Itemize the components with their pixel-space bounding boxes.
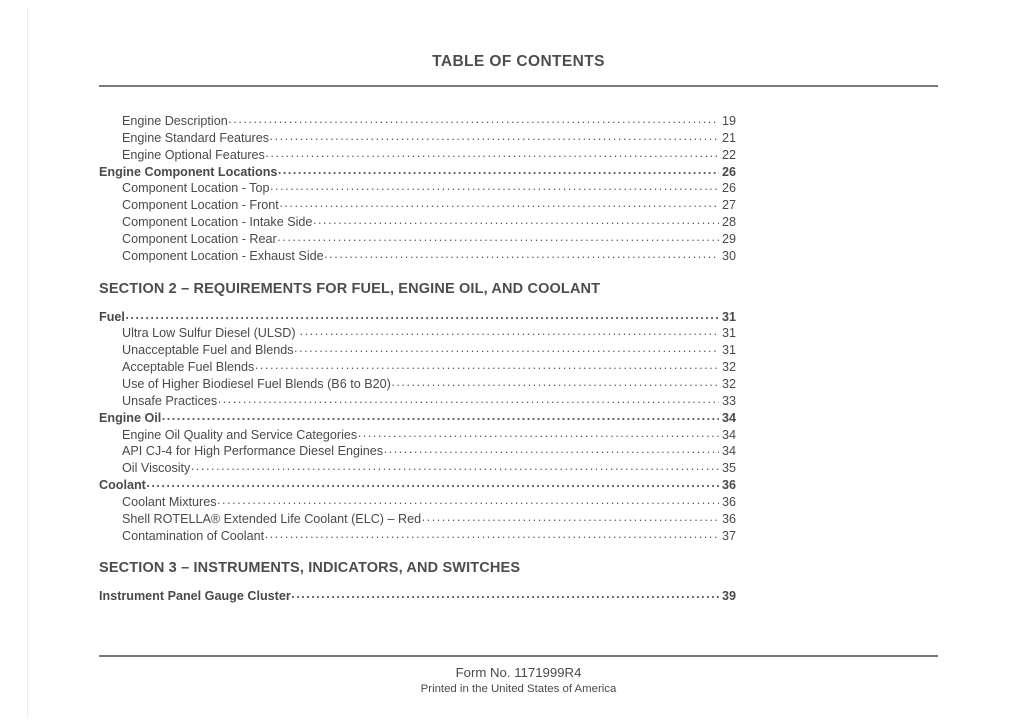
toc-entry[interactable] <box>99 342 736 359</box>
toc-dot-leader <box>291 588 718 600</box>
toc-entry-page-number: 22 <box>721 147 736 162</box>
toc-dot-leader <box>279 197 718 209</box>
toc-entry[interactable] <box>99 427 736 444</box>
toc-entry-label: Coolant Mixtures <box>122 494 217 509</box>
toc-entry-page-number: 19 <box>721 114 736 128</box>
toc-dot-leader <box>277 231 718 243</box>
toc-entry-page-number: 30 <box>721 248 736 263</box>
toc-entry-page-number: 31 <box>721 326 736 341</box>
toc-dot-leader <box>384 443 719 455</box>
vertical-spacer <box>99 297 736 309</box>
section-heading: SECTION 2 – REQUIREMENTS FOR FUEL, ENGINE OIL, AND COOLANT <box>99 280 601 297</box>
toc-entry[interactable] <box>99 410 736 427</box>
page-footer <box>99 665 938 695</box>
toc-dot-leader <box>391 376 718 388</box>
toc-entry[interactable] <box>99 460 736 477</box>
footer-form-number: Form No. 1171999R4 <box>455 665 582 680</box>
toc-entry[interactable] <box>99 588 736 605</box>
toc-entry-label: Engine Component Locations <box>99 164 278 179</box>
toc-entry-label: Component Location - Intake Side <box>122 215 313 230</box>
toc-entry[interactable] <box>99 443 736 460</box>
toc-dot-leader <box>217 494 719 506</box>
toc-dot-leader <box>313 214 719 226</box>
table-of-contents <box>99 113 736 605</box>
toc-entry-label: Use of Higher Biodiesel Fuel Blends (B6 to B20) <box>122 376 391 391</box>
toc-dot-leader <box>358 427 719 439</box>
toc-entry[interactable] <box>99 164 736 181</box>
toc-entry-label: Component Location - Rear <box>122 231 277 246</box>
toc-entry-label: Engine Oil Quality and Service Categories <box>122 427 358 442</box>
toc-entry-page-number: 31 <box>721 343 736 358</box>
toc-entry-page-number: 29 <box>721 231 736 246</box>
toc-entry-page-number: 26 <box>721 181 736 196</box>
toc-dot-leader <box>218 393 719 405</box>
toc-entry-page-number: 36 <box>721 511 736 526</box>
toc-entry[interactable] <box>99 180 736 197</box>
toc-entry-label: API CJ-4 for High Performance Diesel Engines <box>122 444 384 459</box>
toc-dot-leader <box>255 359 719 371</box>
header-divider <box>99 85 938 87</box>
toc-entry-label: Ultra Low Sulfur Diesel (ULSD) <box>122 326 296 341</box>
vertical-spacer <box>99 576 736 588</box>
section-heading: SECTION 3 – INSTRUMENTS, INDICATORS, AND SWITCHES <box>99 560 521 577</box>
toc-entry[interactable] <box>99 197 736 214</box>
toc-dot-leader <box>270 180 719 192</box>
toc-entry-label: Component Location - Front <box>122 198 279 213</box>
toc-entry[interactable] <box>99 130 736 147</box>
toc-entry-label: Fuel <box>99 309 125 324</box>
scan-edge-artifact <box>27 8 28 718</box>
toc-entry[interactable] <box>99 393 736 410</box>
toc-entry-page-number: 39 <box>721 589 736 604</box>
toc-entry[interactable] <box>99 231 736 248</box>
toc-dot-leader <box>300 325 719 337</box>
toc-entry-label: Unacceptable Fuel and Blends <box>122 343 294 358</box>
toc-entry[interactable] <box>99 214 736 231</box>
toc-entry-label: Unsafe Practices <box>122 393 218 408</box>
toc-entry-page-number: 36 <box>721 478 736 493</box>
toc-entry[interactable] <box>99 511 736 528</box>
toc-entry-label: Engine Standard Features <box>122 130 270 145</box>
toc-entry[interactable] <box>99 248 736 265</box>
page-title: TABLE OF CONTENTS <box>432 53 605 70</box>
toc-dot-leader <box>146 477 718 489</box>
toc-entry-page-number: 32 <box>721 360 736 375</box>
toc-entry-label: Coolant <box>99 478 146 493</box>
toc-entry-page-number: 35 <box>721 461 736 476</box>
toc-dot-leader <box>278 164 719 176</box>
toc-dot-leader <box>294 342 718 354</box>
toc-entry[interactable] <box>99 376 736 393</box>
toc-dot-leader <box>228 113 718 125</box>
toc-entry-page-number: 31 <box>721 309 736 324</box>
toc-entry[interactable] <box>99 359 736 376</box>
toc-entry-page-number: 28 <box>721 215 736 230</box>
toc-entry-page-number: 34 <box>721 410 736 425</box>
toc-entry[interactable] <box>99 147 736 164</box>
vertical-spacer <box>99 265 736 281</box>
toc-entry-page-number: 21 <box>721 130 736 145</box>
footer-divider <box>99 655 938 657</box>
toc-entry-page-number: 34 <box>721 427 736 442</box>
toc-dot-leader <box>191 460 719 472</box>
toc-entry-page-number: 27 <box>721 198 736 213</box>
toc-entry-label: Engine Optional Features <box>122 147 265 162</box>
toc-entry[interactable] <box>99 309 736 326</box>
toc-dot-leader <box>324 248 718 260</box>
footer-printed-in: Printed in the United States of America <box>420 683 617 695</box>
toc-entry[interactable] <box>99 528 736 545</box>
toc-entry-page-number: 36 <box>721 494 736 509</box>
toc-entry[interactable] <box>99 113 736 130</box>
toc-entry-label: Engine Description <box>122 114 228 128</box>
toc-entry[interactable] <box>99 325 736 342</box>
toc-entry-label: Component Location - Exhaust Side <box>122 248 324 263</box>
toc-entry-page-number: 34 <box>721 444 736 459</box>
toc-entry-page-number: 37 <box>721 528 736 543</box>
toc-entry-label: Acceptable Fuel Blends <box>122 360 255 375</box>
toc-dot-leader <box>265 147 718 159</box>
toc-entry-label: Component Location - Top <box>122 181 270 196</box>
toc-entry-label: Oil Viscosity <box>122 461 191 476</box>
toc-entry-label: Engine Oil <box>99 410 162 425</box>
toc-entry[interactable] <box>99 477 736 494</box>
toc-entry-label: Instrument Panel Gauge Cluster <box>99 589 291 604</box>
toc-entry[interactable] <box>99 494 736 511</box>
toc-entry-page-number: 33 <box>721 393 736 408</box>
toc-entry-page-number: 26 <box>721 164 736 179</box>
toc-entry-page-number: 32 <box>721 376 736 391</box>
toc-dot-leader <box>162 410 719 422</box>
vertical-spacer <box>99 544 736 560</box>
toc-entry-label: Contamination of Coolant <box>122 528 265 543</box>
toc-dot-leader <box>270 130 719 142</box>
toc-entry-label: Shell ROTELLA® Extended Life Coolant (ELC) – Red <box>122 511 422 526</box>
toc-dot-leader <box>265 528 719 540</box>
toc-dot-leader <box>422 511 719 523</box>
toc-dot-leader <box>125 309 718 321</box>
